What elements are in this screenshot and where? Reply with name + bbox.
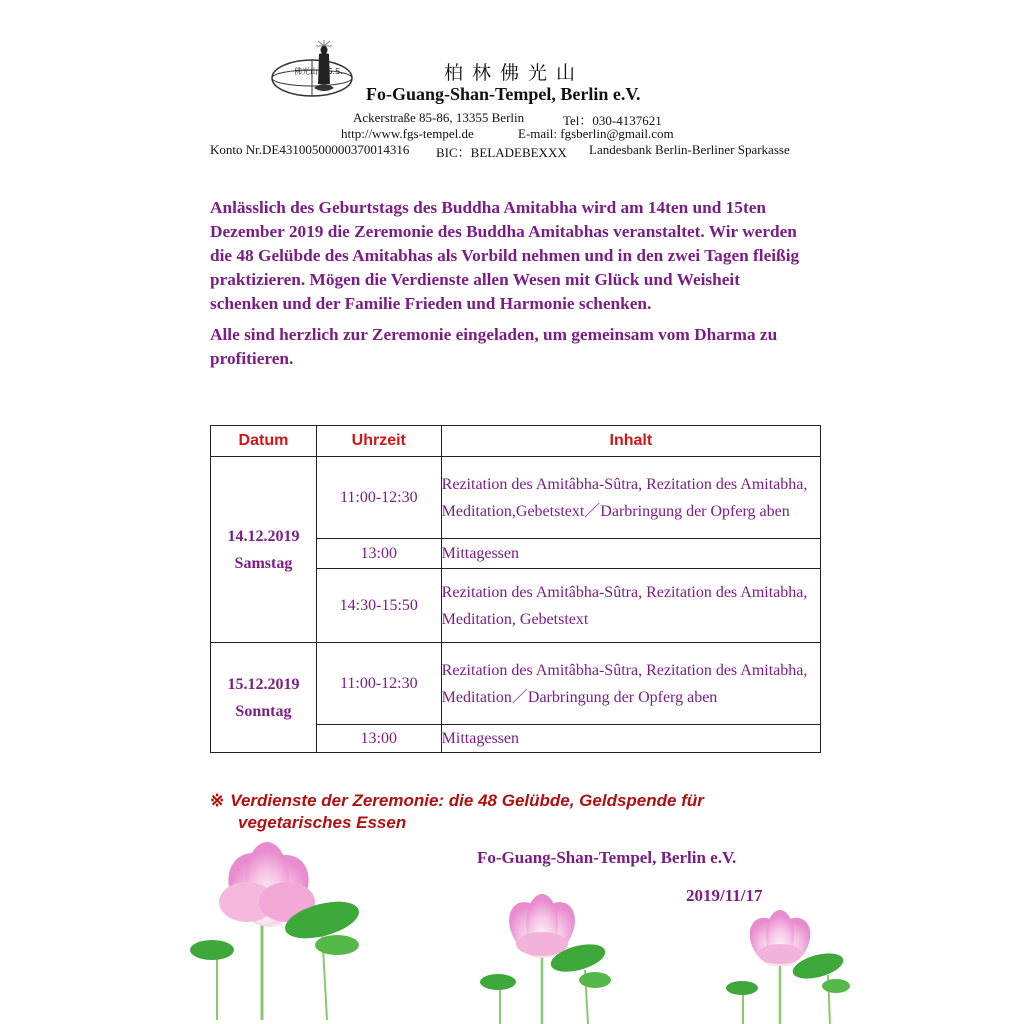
day1-date: 14.12.2019: [227, 527, 300, 545]
time-cell: 13:00: [316, 725, 441, 753]
bic-code: BIC：BELADEBEXXX: [436, 145, 567, 160]
day2-date: 15.12.2019: [227, 675, 300, 693]
temple-logo: [268, 40, 358, 104]
telephone: Tel：030-4137621: [563, 113, 662, 128]
bank-name: Landesbank Berlin-Berliner Sparkasse: [589, 142, 790, 157]
header-date: Datum: [211, 426, 317, 457]
content-cell: Mittagessen: [441, 539, 820, 569]
bank-account: Konto Nr.DE43100500000370014316: [210, 142, 410, 157]
time-cell: 11:00-12:30: [316, 457, 441, 539]
date-cell-day2: [211, 643, 317, 753]
day2-weekday: Sonntag: [235, 702, 292, 720]
lotus-flower-icon: [470, 880, 630, 1024]
email-link[interactable]: E-mail: fgsberlin@gmail.com: [518, 126, 674, 141]
signature-name: Fo-Guang-Shan-Tempel, Berlin e.V.: [477, 848, 737, 867]
content-cell: Rezitation des Amitâbha-Sûtra, Rezitation des Amitabha, Meditation／Darbringung der Opferg aben: [441, 643, 820, 725]
header-content: Inhalt: [441, 426, 820, 457]
logo-text: 佛光山 F.G.S.: [294, 67, 343, 76]
note-line-1: Verdienste der Zeremonie: die 48 Gelübde, Geldspende für: [230, 791, 704, 810]
time-cell: 13:00: [316, 539, 441, 569]
website-link[interactable]: http://www.fgs-tempel.de: [341, 126, 474, 141]
schedule-table: [210, 425, 821, 753]
content-cell: Mittagessen: [441, 725, 820, 753]
address: Ackerstraße 85-86, 13355 Berlin: [353, 110, 525, 125]
intro-paragraph-2: Alle sind herzlich zur Zeremonie eingeladen, um gemeinsam vom Dharma zu profitieren.: [210, 325, 778, 368]
time-cell: 11:00-12:30: [316, 643, 441, 725]
lotus-flower-icon: [172, 820, 372, 1020]
note-line-2: vegetarisches Essen: [238, 813, 407, 832]
lotus-flower-icon: [718, 900, 868, 1024]
table-row: [211, 457, 821, 539]
header-time: Uhrzeit: [316, 426, 441, 457]
signature-date: 2019/11/17: [686, 886, 763, 905]
intro-paragraph-1: Anlässlich des Geburtstags des Buddha Amitabha wird am 14ten und 15ten Dezember 2019 die Zeremonie des Buddha Amitabhas veranstaltet. Wir werden die 48 Gelübde des Amitabhas als Vorbild nehmen und in den zwei Tagen fleißig praktizieren. Mögen die Verdienste allen Wesen mit Glück und Weisheit schenken und der Familie Frieden und Harmonie schenken.: [210, 198, 800, 313]
intro-text: [210, 196, 810, 371]
day1-weekday: Samstag: [234, 554, 293, 572]
table-header-row: [211, 426, 821, 457]
table-row: [211, 643, 821, 725]
date-cell-day1: [211, 457, 317, 643]
temple-name: Fo-Guang-Shan-Tempel, Berlin e.V.: [366, 84, 641, 104]
content-cell: Rezitation des Amitâbha-Sûtra, Rezitation des Amitabha, Meditation,Gebetstext／Darbringung der Opferg aben: [441, 457, 820, 539]
temple-chinese-name: 柏林佛光山: [444, 62, 585, 84]
time-cell: 14:30-15:50: [316, 569, 441, 643]
content-cell: Rezitation des Amitâbha-Sûtra, Rezitation des Amitabha, Meditation, Gebetstext: [441, 569, 820, 643]
reference-mark-icon: ※: [210, 791, 225, 810]
